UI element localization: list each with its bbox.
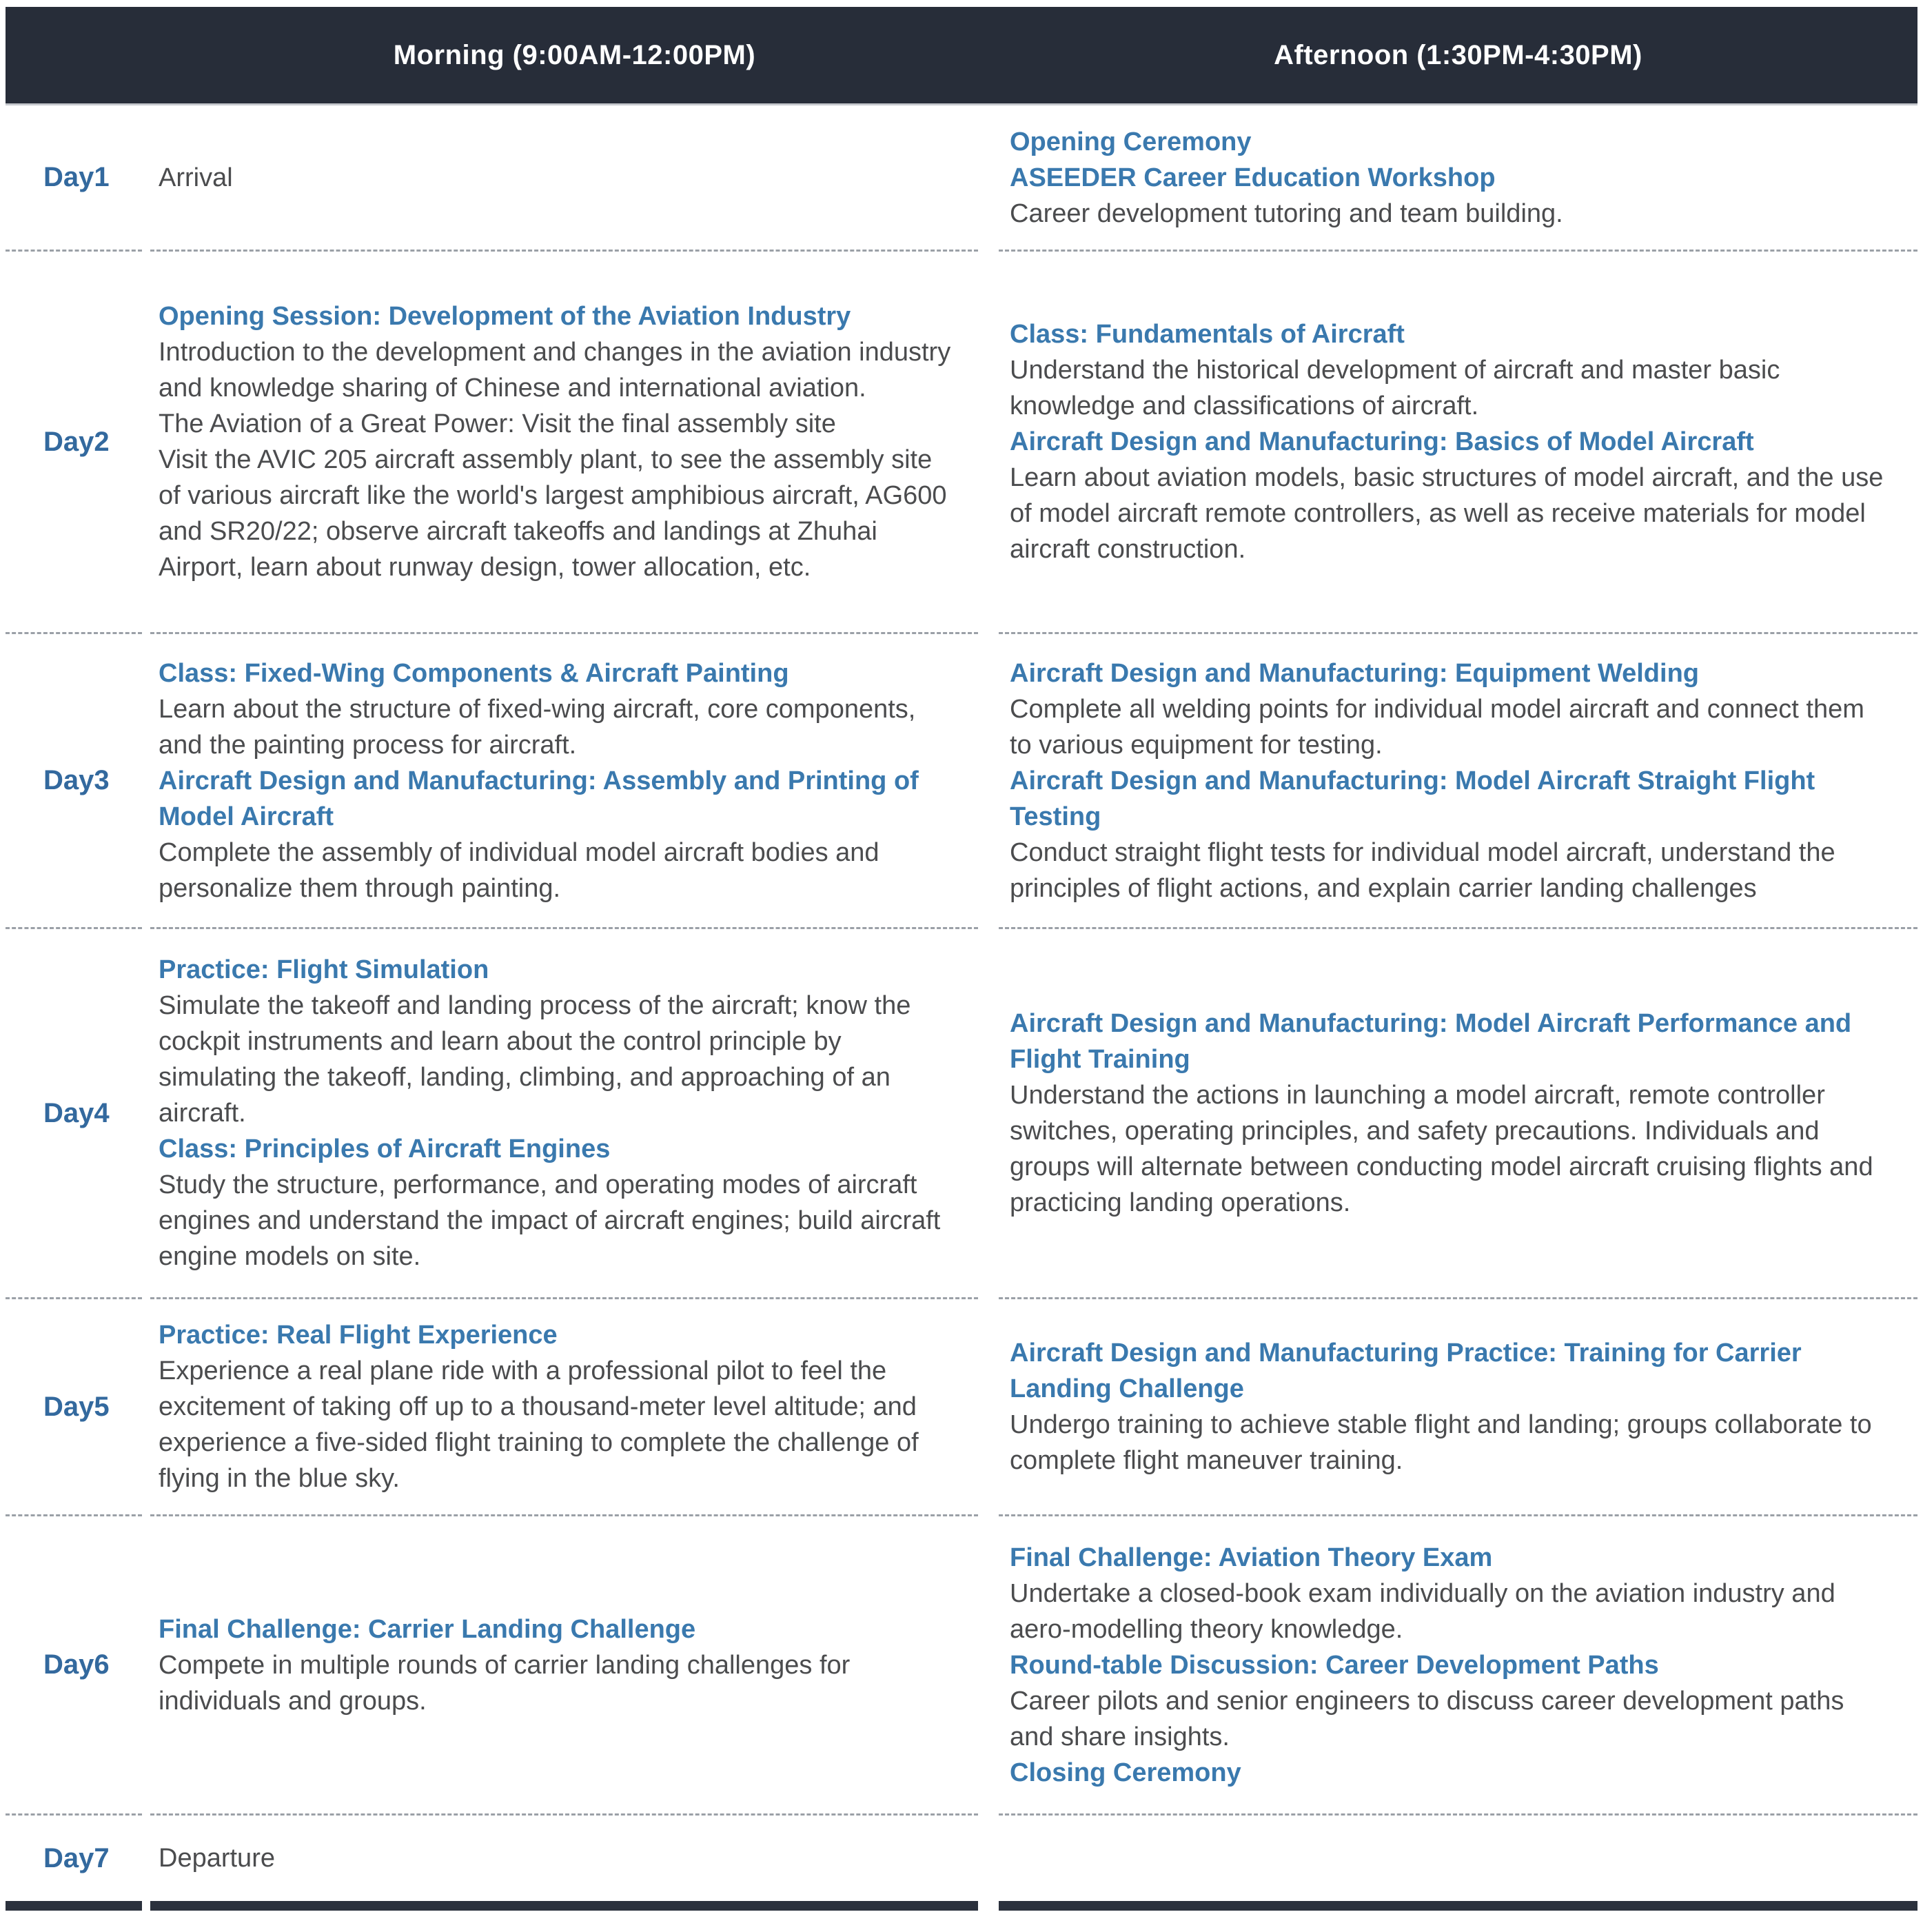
session-title: Round-table Discussion: Career Development Paths (1010, 1650, 1659, 1680)
session-title: ASEEDER Career Education Workshop (1010, 163, 1496, 192)
table-body (6, 105, 1917, 1911)
header-morning: Morning (9:00AM-12:00PM) (393, 39, 756, 70)
day-label: Day6 (6, 1516, 142, 1816)
afternoon-cell (999, 929, 1917, 1299)
session-description: The Aviation of a Great Power: Visit the final assembly site (159, 409, 836, 438)
table-row (6, 105, 1917, 252)
session-title: Aircraft Design and Manufacturing: Assembly and Printing of Model Aircraft (159, 766, 919, 831)
session-title: Aircraft Design and Manufacturing: Model Aircraft Straight Flight Testing (1010, 766, 1815, 831)
session-description: Learn about aviation models, basic structures of model aircraft, and the use of model aircraft remote controllers, as well as receive materials for model aircraft construction. (1010, 463, 1884, 564)
session-description: Compete in multiple rounds of carrier landing challenges for individuals and groups. (159, 1650, 851, 1716)
session-description: Departure (159, 1844, 275, 1873)
session-title: Aircraft Design and Manufacturing: Basics of Model Aircraft (1010, 427, 1754, 456)
session-title: Closing Ceremony (1010, 1758, 1241, 1787)
session-title: Aircraft Design and Manufacturing: Model Aircraft Performance and Flight Training (1010, 1009, 1852, 1074)
schedule-table (6, 7, 1917, 1911)
afternoon-cell (999, 634, 1917, 929)
morning-cell (150, 105, 978, 252)
day-label: Day3 (6, 634, 142, 929)
session-title: Practice: Real Flight Experience (159, 1321, 558, 1350)
session-description: Career development tutoring and team building. (1010, 199, 1563, 228)
session-title: Final Challenge: Aviation Theory Exam (1010, 1543, 1493, 1572)
session-description: Conduct straight flight tests for individual model aircraft, understand the principles of flight actions, and explain carrier landing challenges (1010, 837, 1835, 903)
day-label: Day1 (6, 105, 142, 252)
session-title: Aircraft Design and Manufacturing Practice: Training for Carrier Landing Challenge (1010, 1339, 1802, 1403)
session-title: Opening Ceremony (1010, 127, 1252, 156)
session-description: Career pilots and senior engineers to discuss career development paths and share insights. (1010, 1686, 1844, 1751)
session-description: Visit the AVIC 205 aircraft assembly plant, to see the assembly site of various aircraft like the world's largest amphibious aircraft, AG600 and SR20/22; observe aircraft takeoffs and landings at Zhuhai Airport, learn about runway design, tower allocation, etc. (159, 445, 947, 582)
session-title: Class: Principles of Aircraft Engines (159, 1135, 611, 1163)
day-label: Day7 (6, 1816, 142, 1911)
morning-cell (150, 634, 978, 929)
day-label: Day4 (6, 929, 142, 1299)
session-description: Undertake a closed-book exam individually on the aviation industry and aero-modelling theory knowledge. (1010, 1578, 1835, 1644)
session-description: Experience a real plane ride with a professional pilot to feel the excitement of taking off up to a thousand-meter level altitude; and experience a five-sided flight training to complete the challenge of flying in the blue sky. (159, 1356, 919, 1493)
session-description: Understand the historical development of aircraft and master basic knowledge and classifications of aircraft. (1010, 356, 1780, 420)
session-description: Learn about the structure of fixed-wing aircraft, core components, and the painting process for aircraft. (159, 694, 916, 760)
morning-cell (150, 1299, 978, 1516)
session-description: Study the structure, performance, and operating modes of aircraft engines and understand the impact of aircraft engines; build aircraft engine models on site. (159, 1170, 941, 1271)
day-label: Day2 (6, 252, 142, 634)
morning-cell (150, 1516, 978, 1816)
afternoon-cell (999, 1299, 1917, 1516)
afternoon-cell (999, 1816, 1917, 1911)
session-title: Final Challenge: Carrier Landing Challenge (159, 1614, 696, 1644)
day-label: Day5 (6, 1299, 142, 1516)
header-afternoon: Afternoon (1:30PM-4:30PM) (1274, 39, 1642, 70)
session-title: Class: Fixed-Wing Components & Aircraft Painting (159, 658, 789, 688)
morning-cell (150, 1816, 978, 1911)
table-row (6, 252, 1917, 634)
session-title: Aircraft Design and Manufacturing: Equipment Welding (1010, 658, 1700, 688)
afternoon-cell (999, 252, 1917, 634)
table-row (6, 1816, 1917, 1911)
table-row (6, 929, 1917, 1299)
afternoon-cell (999, 105, 1917, 252)
morning-cell (150, 252, 978, 634)
session-description: Arrival (159, 163, 233, 192)
session-description: Introduction to the development and changes in the aviation industry and knowledge sharing of Chinese and international aviation. (159, 338, 951, 403)
table-row (6, 1299, 1917, 1516)
table-header-row (6, 7, 1917, 105)
session-title: Class: Fundamentals of Aircraft (1010, 320, 1405, 349)
table-row (6, 1516, 1917, 1816)
afternoon-cell (999, 1516, 1917, 1816)
session-description: Complete all welding points for individual model aircraft and connect them to various equipment for testing. (1010, 694, 1864, 760)
session-title: Opening Session: Development of the Aviation Industry (159, 302, 851, 331)
session-description: Understand the actions in launching a model aircraft, remote controller switches, operating principles, and safety precautions. Individuals and groups will alternate between conducting model aircraft cruising flights and practicing landing operations. (1010, 1081, 1873, 1217)
session-description: Simulate the takeoff and landing process of the aircraft; know the cockpit instruments and learn about the control principle by simulating the takeoff, landing, climbing, and approaching of an aircraft. (159, 991, 911, 1128)
table-row (6, 634, 1917, 929)
session-title: Practice: Flight Simulation (159, 955, 489, 984)
morning-cell (150, 929, 978, 1299)
session-description: Complete the assembly of individual model aircraft bodies and personalize them through painting. (159, 837, 879, 903)
session-description: Undergo training to achieve stable flight and landing; groups collaborate to complete flight maneuver training. (1010, 1410, 1872, 1475)
